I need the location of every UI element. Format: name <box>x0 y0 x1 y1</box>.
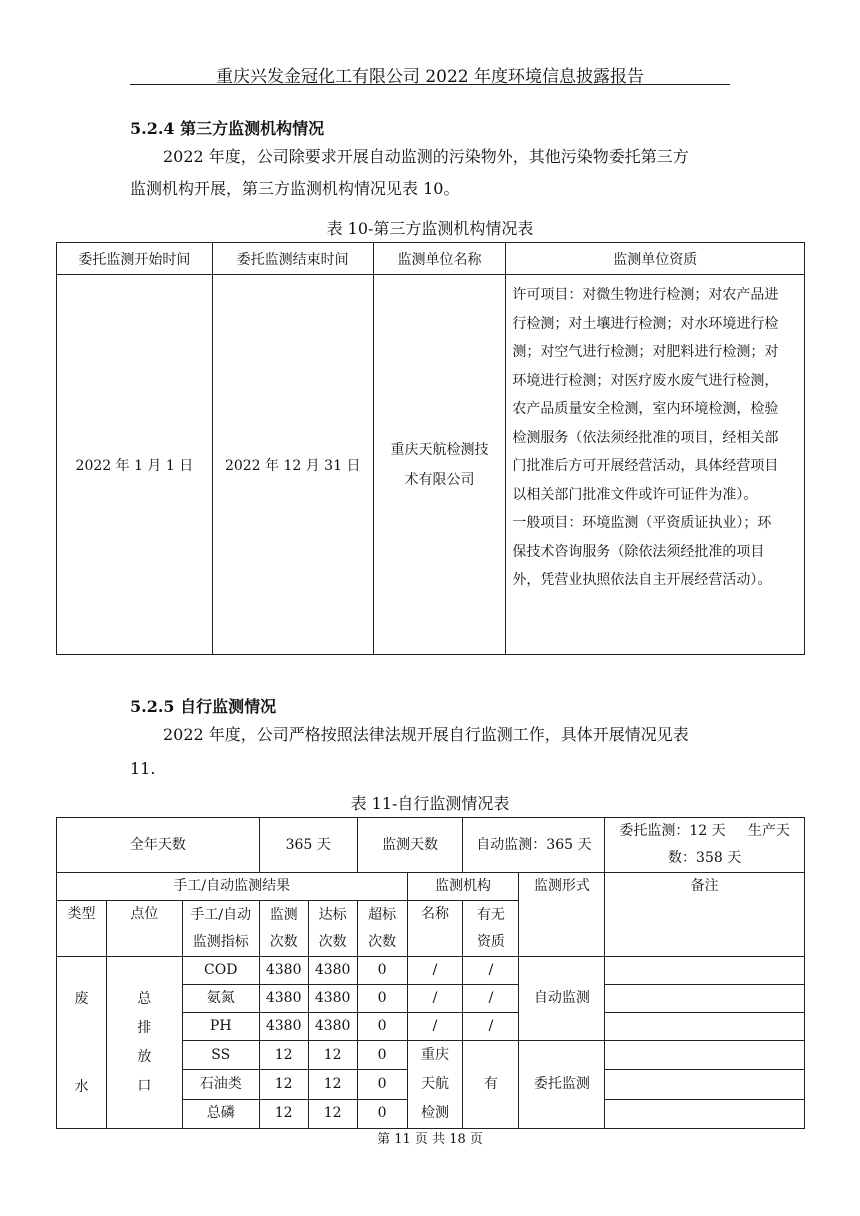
t10-unit-line1: 重庆天航检测技 <box>390 441 489 458</box>
t10-header-qualification: 监测单位资质 <box>506 243 805 275</box>
t10-header-start: 委托监测开始时间 <box>57 243 213 275</box>
t11-total-days-value: 365 天 <box>259 818 357 873</box>
t11-point-cell <box>106 957 182 1129</box>
t10-qual-line: 环境进行检测；对医疗废水废气进行检测， <box>512 372 779 389</box>
t11-point-char: 总 <box>137 990 152 1007</box>
t11-point-char: 排 <box>137 1019 152 1036</box>
t11-indicator: SS <box>182 1041 259 1070</box>
t10-unit-line2: 术有限公司 <box>404 471 475 488</box>
section-525-para-line1: 2022 年度，公司严格按照法律法规开展自行监测工作，具体开展情况见表 <box>163 725 689 744</box>
t11-auto-form: 自动监测 <box>519 957 605 1041</box>
t11-col-qual-l2: 资质 <box>476 933 505 950</box>
t11-point-char: 放 <box>137 1048 152 1065</box>
t11-exceed: 0 <box>357 1070 407 1099</box>
table-11 <box>56 817 805 1129</box>
t10-qual-line: 测；对空气进行检测；对肥料进行检测；对 <box>512 344 779 360</box>
t11-group-results: 手工/自动监测结果 <box>57 873 408 901</box>
t10-unit-name <box>373 275 506 655</box>
section-524-heading: 5.2.4 第三方监测机构情况 <box>130 119 325 138</box>
t10-qual-line: 门批准后方可开展经营活动，具体经营项目 <box>512 458 779 474</box>
t11-pass: 12 <box>308 1099 357 1128</box>
t11-col-exceed <box>357 901 407 957</box>
t11-remark <box>605 957 805 985</box>
t11-entrust-qual: 有 <box>463 1041 519 1129</box>
t11-entrust-org-name <box>407 1041 463 1129</box>
t10-start-date: 2022 年 1 月 1 日 <box>57 275 213 655</box>
t11-type-char: 废 <box>74 990 89 1007</box>
t11-col-qual-l1: 有无 <box>476 906 505 923</box>
t11-col-name: 名称 <box>407 901 463 957</box>
t11-org-qual: / <box>463 985 519 1013</box>
t10-qual-line: 行检测；对土壤进行检测；对水环境进行检 <box>512 315 779 332</box>
t11-org-name: / <box>407 1013 463 1041</box>
section-524-para-line1: 2022 年度，公司除要求开展自动监测的污染物外，其他污染物委托第三方 <box>163 147 689 166</box>
t11-group-org: 监测机构 <box>407 873 519 901</box>
t11-col-indicator-l2: 监测指标 <box>192 933 249 950</box>
t11-production-days: 生产天数：358 天 <box>668 823 790 866</box>
t10-qual-line: 农产品质量安全检测，室内环境检测，检验 <box>512 401 779 417</box>
t11-indicator: 石油类 <box>182 1070 259 1099</box>
t11-col-count <box>259 901 308 957</box>
t11-col-point: 点位 <box>106 901 182 957</box>
t11-org-qual: / <box>463 957 519 985</box>
t10-qual-line: 外，凭营业执照依法自主开展经营活动）。 <box>512 572 772 588</box>
t11-org-name: / <box>407 957 463 985</box>
t11-org-qual: / <box>463 1013 519 1041</box>
t11-remark-header: 备注 <box>605 873 805 957</box>
t11-col-qual <box>463 901 519 957</box>
t11-auto-days: 自动监测：365 天 <box>463 818 605 873</box>
t11-pass: 4380 <box>308 1013 357 1041</box>
t11-total-days-label: 全年天数 <box>57 818 260 873</box>
t11-indicator: 总磷 <box>182 1099 259 1128</box>
t11-col-count-l2: 次数 <box>269 933 298 950</box>
t11-type-cell <box>57 957 107 1129</box>
section-525-heading: 5.2.5 自行监测情况 <box>130 697 277 716</box>
t11-remark <box>605 985 805 1013</box>
t11-exceed: 0 <box>357 985 407 1013</box>
t10-qual-line: 一般项目：环境监测（平资质证执业）；环 <box>512 515 772 531</box>
t11-monitor-days-label: 监测天数 <box>357 818 463 873</box>
t11-entrust-form: 委托监测 <box>519 1041 605 1129</box>
t11-pass: 12 <box>308 1041 357 1070</box>
t11-indicator: 氨氮 <box>182 985 259 1013</box>
t10-qual-line: 检测服务（依法须经批准的项目，经相关部 <box>512 429 779 446</box>
t11-col-indicator <box>182 901 259 957</box>
t11-indicator: COD <box>182 957 259 985</box>
t11-count: 4380 <box>259 985 308 1013</box>
t11-indicator: PH <box>182 1013 259 1041</box>
t11-entrust-name-part: 天航 <box>421 1076 450 1092</box>
header-divider <box>130 84 730 85</box>
t11-remark <box>605 1041 805 1070</box>
t11-exceed: 0 <box>357 1041 407 1070</box>
section-524-para-line2: 监测机构开展，第三方监测机构情况见表 10。 <box>130 179 460 198</box>
t11-count: 12 <box>259 1070 308 1099</box>
t11-count: 4380 <box>259 957 308 985</box>
t11-col-exceed-l2: 次数 <box>368 933 397 950</box>
page-header-title: 重庆兴发金冠化工有限公司 2022 年度环境信息披露报告 <box>215 67 645 87</box>
t11-exceed: 0 <box>357 1099 407 1128</box>
t11-count: 12 <box>259 1099 308 1128</box>
t11-exceed: 0 <box>357 957 407 985</box>
t10-header-unit: 监测单位名称 <box>373 243 506 275</box>
t10-qual-line: 许可项目：对微生物进行检测；对农产品进 <box>512 287 779 303</box>
t11-col-exceed-l1: 超标 <box>368 906 397 923</box>
t11-col-pass-l1: 达标 <box>318 906 347 923</box>
t10-header-end: 委托监测结束时间 <box>212 243 373 275</box>
t11-remark <box>605 1070 805 1099</box>
t11-form-header: 监测形式 <box>519 873 605 957</box>
t10-qual-line: 以相关部门批准文件或许可证件为准）。 <box>512 486 758 503</box>
t11-point-char: 口 <box>137 1077 152 1094</box>
t10-qualification <box>506 275 805 655</box>
t11-type-char: 水 <box>74 1078 89 1095</box>
t11-col-count-l1: 监测 <box>269 906 298 923</box>
t11-count: 12 <box>259 1041 308 1070</box>
t11-org-name: / <box>407 985 463 1013</box>
t11-pass: 12 <box>308 1070 357 1099</box>
t11-col-pass-l2: 次数 <box>318 933 347 950</box>
t11-entrust-days: 委托监测：12 天 <box>619 823 726 839</box>
page-footer: 第 11 页 共 18 页 <box>377 1132 483 1147</box>
t11-count: 4380 <box>259 1013 308 1041</box>
t11-entrust-name-part: 重庆 <box>421 1047 450 1063</box>
t11-col-pass <box>308 901 357 957</box>
t11-col-type: 类型 <box>57 901 107 957</box>
t11-pass: 4380 <box>308 957 357 985</box>
table-10 <box>56 242 805 655</box>
section-525-para-line2: 11. <box>130 759 156 778</box>
t11-exceed: 0 <box>357 1013 407 1041</box>
t11-entrust-name-part: 检测 <box>421 1105 450 1121</box>
t10-qual-line: 保技术咨询服务（除依法须经批准的项目 <box>512 543 765 560</box>
table-10-caption: 表 10-第三方监测机构情况表 <box>326 219 534 238</box>
t11-remark <box>605 1013 805 1041</box>
t11-pass: 4380 <box>308 985 357 1013</box>
t11-col-indicator-l1: 手工/自动 <box>190 906 252 923</box>
t11-remark <box>605 1099 805 1128</box>
t10-end-date: 2022 年 12 月 31 日 <box>212 275 373 655</box>
t11-summary-tail <box>605 818 805 873</box>
table-11-caption: 表 11-自行监测情况表 <box>350 794 510 813</box>
